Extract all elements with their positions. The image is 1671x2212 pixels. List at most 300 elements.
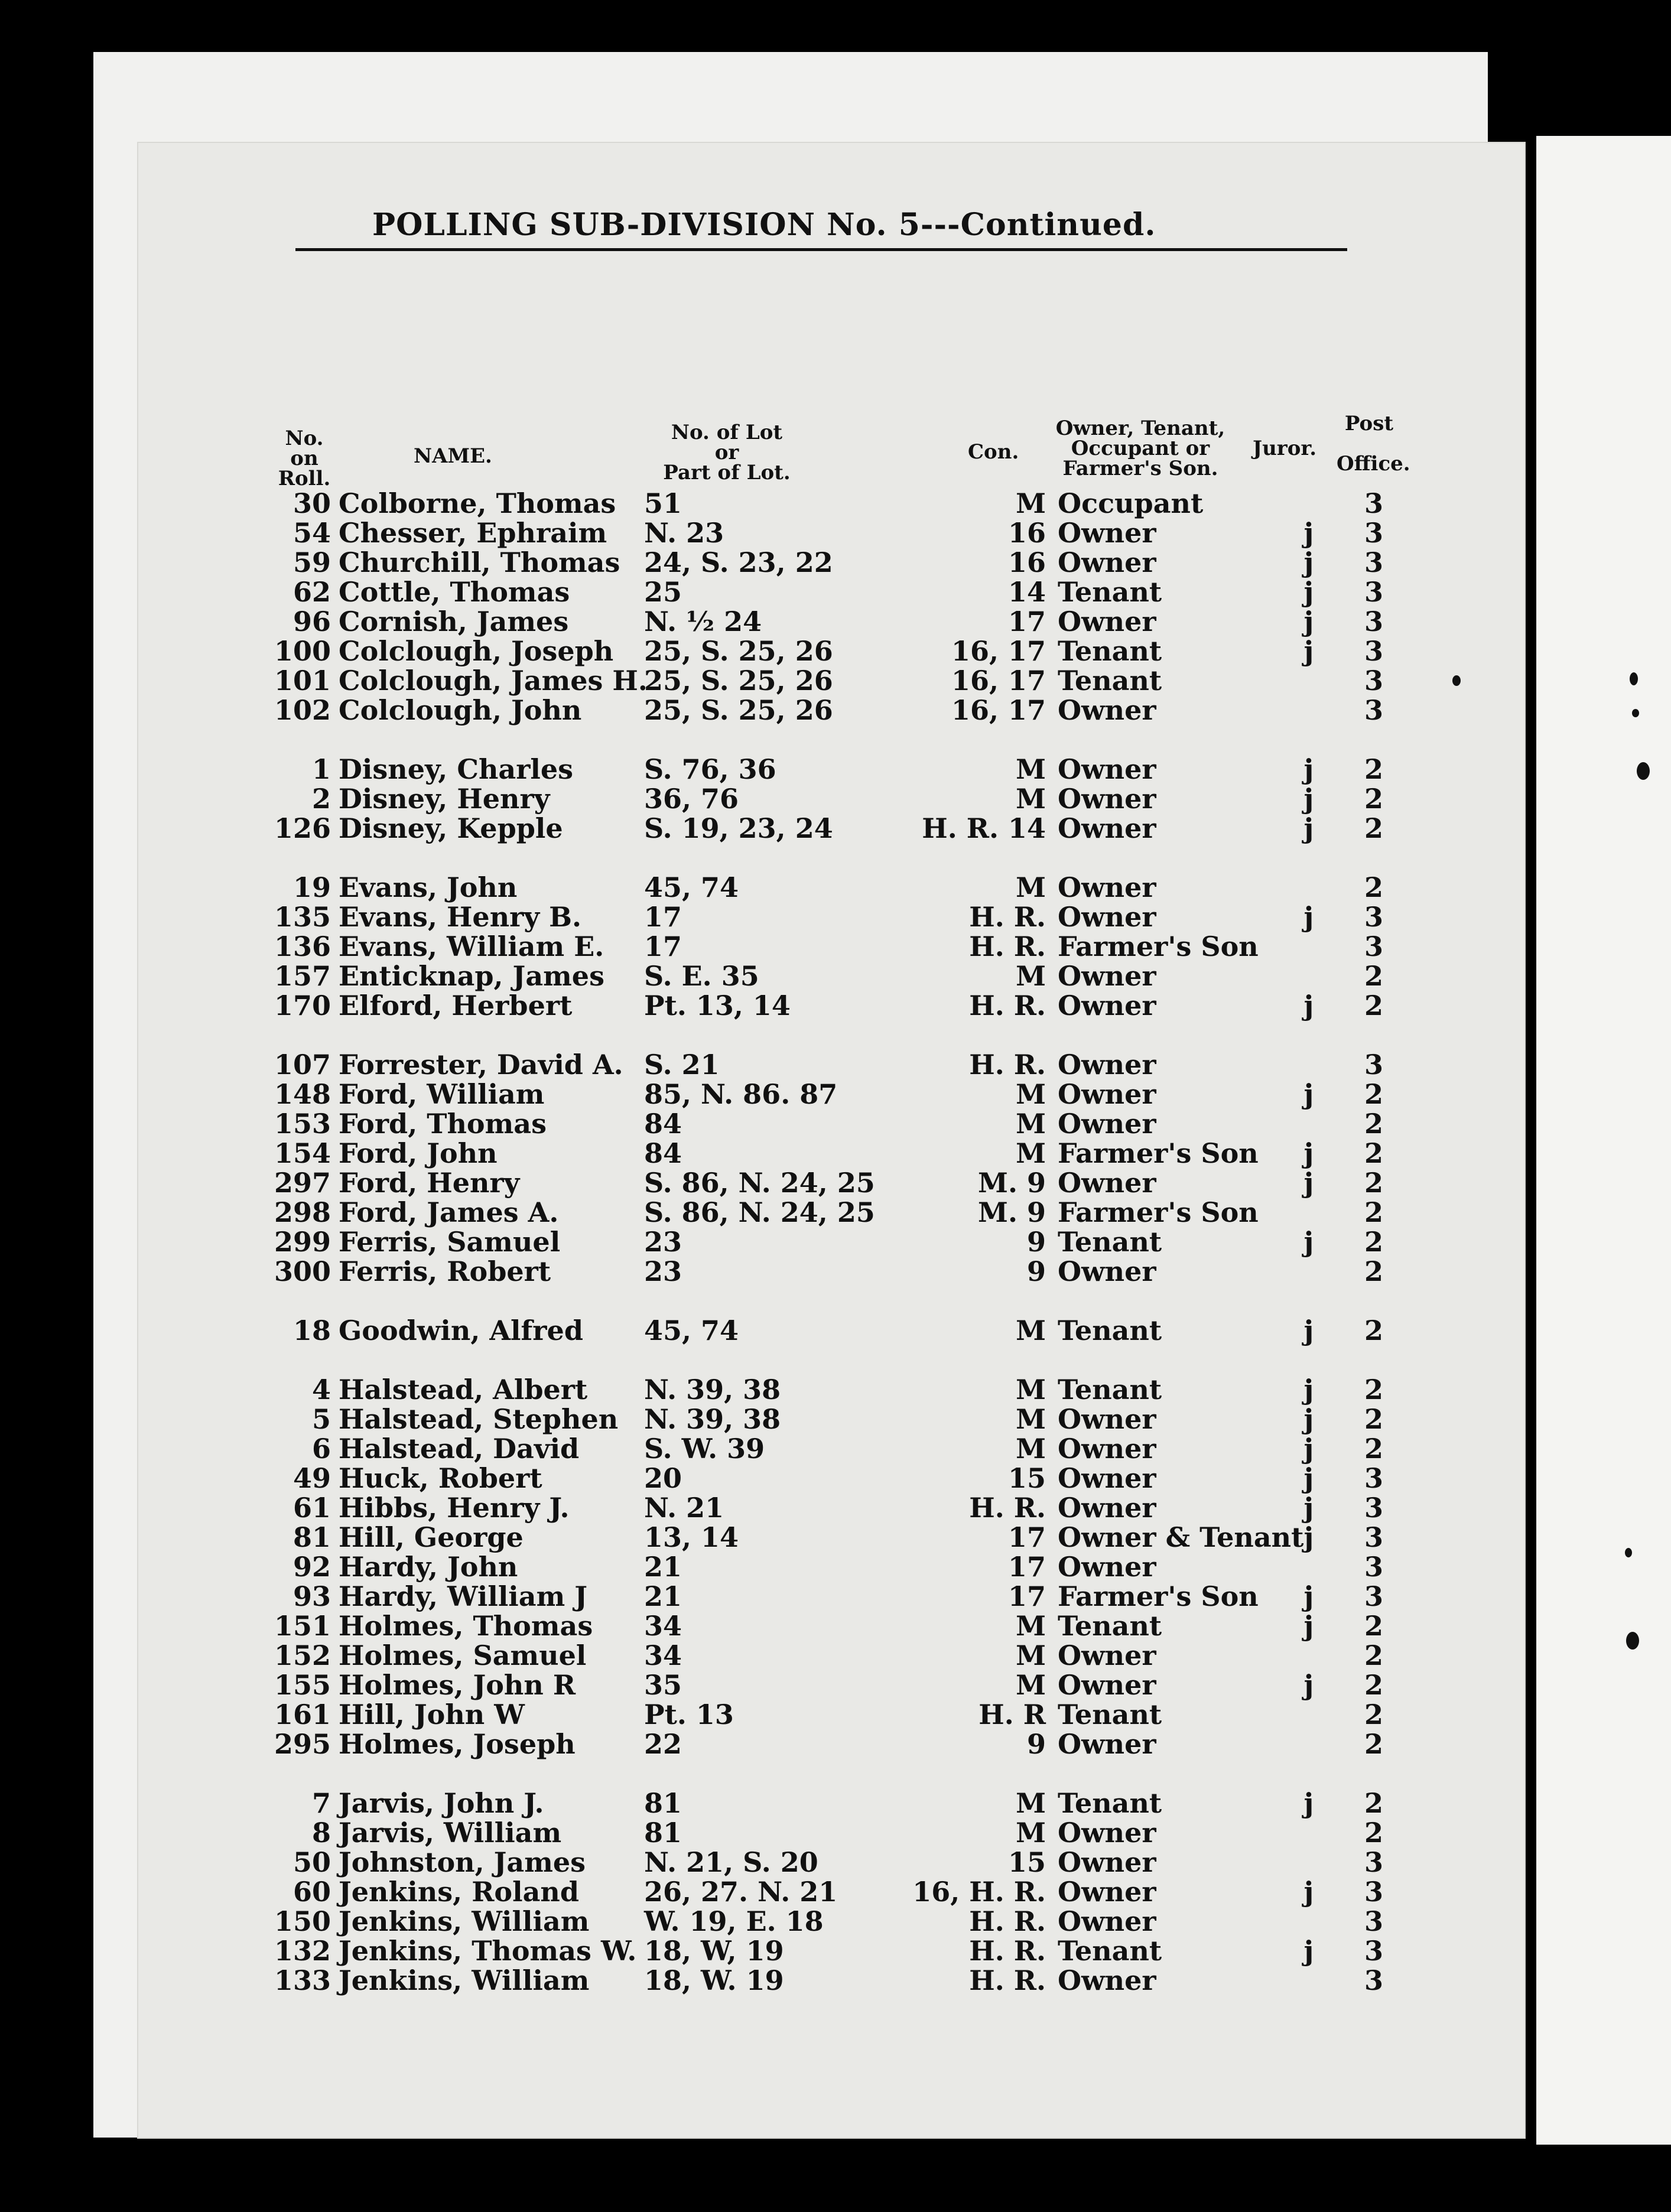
roll-number: 299 — [274, 1226, 331, 1258]
concession: 16 — [1007, 517, 1046, 549]
title-rule — [295, 248, 1347, 251]
lot-number: W. 19, E. 18 — [644, 1905, 824, 1937]
juror-mark: j — [1303, 1433, 1314, 1465]
lot-number: N. 39, 38 — [644, 1374, 781, 1406]
roll-number: 148 — [274, 1078, 331, 1110]
post-office: 3 — [1364, 1846, 1383, 1878]
tenure-status: Owner — [1058, 1728, 1156, 1760]
voter-name: Holmes, Thomas — [339, 1610, 593, 1642]
concession: 17 — [1007, 1551, 1046, 1583]
concession: M — [1016, 487, 1046, 519]
concession: H. R. — [969, 1964, 1046, 1996]
post-office: 2 — [1364, 1403, 1383, 1435]
lot-number: 45, 74 — [644, 871, 739, 903]
roll-number: 297 — [274, 1167, 331, 1199]
voter-name: Jenkins, William — [339, 1905, 590, 1937]
post-office: 2 — [1364, 812, 1383, 844]
table-row — [0, 1374, 1671, 1406]
concession: 17 — [1007, 606, 1046, 637]
tenure-status: Owner — [1058, 1905, 1156, 1937]
roll-number: 6 — [311, 1433, 331, 1465]
lot-number: 17 — [644, 931, 682, 962]
table-row — [0, 1196, 1671, 1226]
concession: H. R. — [969, 901, 1046, 933]
juror-mark: j — [1303, 1669, 1314, 1701]
lot-number: Pt. 13, 14 — [644, 990, 791, 1022]
post-office: 3 — [1364, 606, 1383, 637]
roll-number: 49 — [292, 1462, 331, 1494]
post-office: 3 — [1364, 576, 1383, 608]
voter-name: Disney, Henry — [339, 783, 550, 815]
roll-number: 62 — [292, 576, 331, 608]
table-row — [0, 871, 1671, 901]
roll-number: 1 — [311, 753, 331, 785]
tenure-status: Tenant — [1058, 1315, 1162, 1346]
concession: M — [1016, 1108, 1046, 1140]
table-row — [0, 1817, 1671, 1849]
table-row — [0, 1580, 1671, 1610]
roll-number: 157 — [274, 960, 331, 992]
voter-name: Churchill, Thomas — [339, 547, 620, 578]
juror-mark: j — [1303, 753, 1314, 785]
table-row — [0, 1640, 1671, 1669]
table-row — [0, 487, 1671, 517]
table-row — [0, 635, 1671, 665]
table-row — [0, 1964, 1671, 1994]
voter-name: Jarvis, John J. — [339, 1787, 544, 1819]
voter-name: Evans, William E. — [339, 931, 604, 962]
lot-number: 25 — [644, 576, 682, 608]
concession: H. R. — [969, 1049, 1046, 1081]
lot-number: 34 — [644, 1640, 682, 1671]
post-office: 3 — [1364, 694, 1383, 726]
post-office: 2 — [1364, 1196, 1383, 1228]
tenure-status: Owner — [1058, 1049, 1156, 1081]
tenure-status: Owner — [1058, 1492, 1156, 1524]
tenure-status: Owner — [1058, 1817, 1156, 1849]
voter-name: Jenkins, William — [339, 1964, 590, 1996]
concession: 16, H. R. — [912, 1876, 1046, 1908]
voter-name: Disney, Charles — [339, 753, 574, 785]
table-row — [0, 1669, 1671, 1699]
roll-number: 30 — [292, 487, 331, 519]
tenure-status: Owner — [1058, 1846, 1156, 1878]
roll-number: 7 — [311, 1787, 331, 1819]
juror-mark: j — [1303, 1167, 1314, 1199]
lot-number: 18, W, 19 — [644, 1935, 784, 1967]
tenure-status: Owner — [1058, 1876, 1156, 1908]
concession: H. R. — [969, 931, 1046, 962]
juror-mark: j — [1303, 990, 1314, 1022]
lot-number: 23 — [644, 1226, 682, 1258]
roll-number: 126 — [274, 812, 331, 844]
tenure-status: Occupant — [1058, 487, 1204, 519]
concession: M. 9 — [978, 1196, 1046, 1228]
juror-mark: j — [1303, 517, 1314, 549]
post-office: 3 — [1364, 901, 1383, 933]
post-office: 3 — [1364, 1492, 1383, 1524]
table-row — [0, 990, 1671, 1022]
lot-number: 23 — [644, 1255, 682, 1287]
lot-number: 84 — [644, 1108, 682, 1140]
concession: M — [1016, 871, 1046, 903]
lot-number: 25, S. 25, 26 — [644, 665, 833, 697]
post-office: 2 — [1364, 1433, 1383, 1465]
post-office: 2 — [1364, 1108, 1383, 1140]
lot-number: 85, N. 86. 87 — [644, 1078, 838, 1110]
lot-number: S. 86, N. 24, 25 — [644, 1196, 875, 1228]
lot-number: N. 21, S. 20 — [644, 1846, 818, 1878]
tenure-status: Owner — [1058, 1078, 1156, 1110]
table-row — [0, 1610, 1671, 1640]
lot-number: Pt. 13 — [644, 1699, 734, 1730]
lot-number: 20 — [644, 1462, 682, 1494]
lot-number: 26, 27. N. 21 — [644, 1876, 838, 1908]
voter-name: Cornish, James — [339, 606, 569, 637]
table-row — [0, 517, 1671, 547]
lot-number: S. 76, 36 — [644, 753, 776, 785]
roll-number: 5 — [311, 1403, 331, 1435]
voter-name: Elford, Herbert — [339, 990, 573, 1022]
roll-number: 2 — [311, 783, 331, 815]
roll-number: 151 — [274, 1610, 331, 1642]
roll-number: 152 — [274, 1640, 331, 1671]
table-row — [0, 576, 1671, 606]
juror-mark: j — [1303, 1492, 1314, 1524]
table-row — [0, 1492, 1671, 1524]
concession: M — [1016, 960, 1046, 992]
voter-name: Hibbs, Henry J. — [339, 1492, 570, 1524]
tenure-status: Farmer's Son — [1058, 1580, 1259, 1612]
lot-number: S. 21 — [644, 1049, 720, 1081]
voter-name: Enticknap, James — [339, 960, 604, 992]
table-row — [0, 812, 1671, 842]
voter-name: Hill, George — [339, 1521, 524, 1553]
lot-number: 35 — [644, 1669, 682, 1701]
juror-mark: j — [1303, 1403, 1314, 1435]
concession: 9 — [1026, 1728, 1046, 1760]
roll-number: 300 — [274, 1255, 331, 1287]
lot-number: N. 23 — [644, 517, 724, 549]
post-office: 2 — [1364, 1315, 1383, 1346]
voter-name: Johnston, James — [339, 1846, 586, 1878]
roll-number: 54 — [292, 517, 331, 549]
tenure-status: Owner — [1058, 694, 1156, 726]
lot-number: 17 — [644, 901, 682, 933]
concession: M — [1016, 1669, 1046, 1701]
lot-number: 25, S. 25, 26 — [644, 694, 833, 726]
roll-number: 170 — [274, 990, 331, 1022]
table-row — [0, 1699, 1671, 1728]
tenure-status: Owner — [1058, 1551, 1156, 1583]
tenure-status: Owner — [1058, 1640, 1156, 1671]
concession: M — [1016, 783, 1046, 815]
tenure-status: Farmer's Son — [1058, 931, 1259, 962]
voter-name: Forrester, David A. — [339, 1049, 623, 1081]
roll-number: 100 — [274, 635, 331, 667]
header-con: Con. — [968, 440, 1019, 464]
tenure-status: Owner — [1058, 517, 1156, 549]
lot-number: 18, W. 19 — [644, 1964, 784, 1996]
post-office: 2 — [1364, 1255, 1383, 1287]
concession: H. R. — [969, 990, 1046, 1022]
lot-number: 25, S. 25, 26 — [644, 635, 833, 667]
concession: 17 — [1007, 1521, 1046, 1553]
roll-number: 81 — [292, 1521, 331, 1553]
concession: 9 — [1026, 1255, 1046, 1287]
post-office: 2 — [1364, 1787, 1383, 1819]
juror-mark: j — [1303, 1610, 1314, 1642]
tenure-status: Owner — [1058, 1433, 1156, 1465]
table-row — [0, 694, 1671, 724]
concession: M — [1016, 1433, 1046, 1465]
post-office: 3 — [1364, 1521, 1383, 1553]
header-post: Post Office. — [1337, 412, 1410, 476]
tenure-status: Tenant — [1058, 1935, 1162, 1967]
post-office: 3 — [1364, 1551, 1383, 1583]
post-office: 3 — [1364, 517, 1383, 549]
roll-number: 50 — [292, 1846, 331, 1878]
juror-mark: j — [1303, 901, 1314, 933]
roll-number: 133 — [274, 1964, 331, 1996]
roll-number: 93 — [292, 1580, 331, 1612]
header-status: Owner, Tenant, Occupant or Farmer's Son. — [1055, 417, 1225, 480]
voter-name: Holmes, Samuel — [339, 1640, 587, 1671]
roll-number: 107 — [274, 1049, 331, 1081]
concession: M — [1016, 1787, 1046, 1819]
post-office: 2 — [1364, 1699, 1383, 1730]
juror-mark: j — [1303, 635, 1314, 667]
lot-number: 13, 14 — [644, 1521, 739, 1553]
post-office: 2 — [1364, 1610, 1383, 1642]
voter-name: Ferris, Samuel — [339, 1226, 561, 1258]
roll-number: 135 — [274, 901, 331, 933]
voter-name: Ford, William — [339, 1078, 545, 1110]
tenure-status: Owner — [1058, 960, 1156, 992]
post-office: 3 — [1364, 1964, 1383, 1996]
roll-number: 92 — [292, 1551, 331, 1583]
post-office: 2 — [1364, 1226, 1383, 1258]
post-office: 3 — [1364, 635, 1383, 667]
concession: H. R — [978, 1699, 1046, 1730]
voter-name: Hardy, John — [339, 1551, 518, 1583]
table-row — [0, 960, 1671, 990]
roll-number: 132 — [274, 1935, 331, 1967]
post-office: 2 — [1364, 1817, 1383, 1849]
post-office: 3 — [1364, 1462, 1383, 1494]
roll-number: 102 — [274, 694, 331, 726]
tenure-status: Owner — [1058, 606, 1156, 637]
header-no: No. on Roll. — [278, 427, 331, 490]
roll-number: 96 — [292, 606, 331, 637]
tenure-status: Farmer's Son — [1058, 1196, 1259, 1228]
table-row — [0, 606, 1671, 635]
tenure-status: Tenant — [1058, 635, 1162, 667]
roll-number: 18 — [292, 1315, 331, 1346]
concession: 15 — [1007, 1846, 1046, 1878]
concession: 9 — [1026, 1226, 1046, 1258]
voter-name: Holmes, John R — [339, 1669, 576, 1701]
roll-number: 298 — [274, 1196, 331, 1228]
post-office: 3 — [1364, 1580, 1383, 1612]
post-office: 2 — [1364, 1078, 1383, 1110]
voter-name: Chesser, Ephraim — [339, 517, 607, 549]
tenure-status: Tenant — [1058, 1226, 1162, 1258]
concession: 14 — [1007, 576, 1046, 608]
tenure-status: Tenant — [1058, 665, 1162, 697]
roll-number: 295 — [274, 1728, 331, 1760]
voter-name: Cottle, Thomas — [339, 576, 570, 608]
voter-name: Disney, Kepple — [339, 812, 563, 844]
juror-mark: j — [1303, 1787, 1314, 1819]
post-office: 3 — [1364, 931, 1383, 962]
header-name: NAME. — [414, 444, 492, 468]
voter-name: Jenkins, Roland — [339, 1876, 579, 1908]
juror-mark: j — [1303, 1935, 1314, 1967]
voter-name: Halstead, Albert — [339, 1374, 588, 1406]
post-office: 3 — [1364, 1876, 1383, 1908]
lot-number: 81 — [644, 1787, 682, 1819]
post-office: 3 — [1364, 547, 1383, 578]
tenure-status: Owner — [1058, 783, 1156, 815]
lot-number: N. 21 — [644, 1492, 724, 1524]
roll-number: 19 — [292, 871, 331, 903]
table-row — [0, 1462, 1671, 1492]
table-row — [0, 1787, 1671, 1817]
table-row — [0, 1078, 1671, 1108]
post-office: 2 — [1364, 753, 1383, 785]
juror-mark: j — [1303, 1580, 1314, 1612]
table-row — [0, 1226, 1671, 1258]
tenure-status: Owner & Tenant — [1058, 1521, 1304, 1553]
juror-mark: j — [1303, 1462, 1314, 1494]
juror-mark: j — [1303, 783, 1314, 815]
table-row — [0, 1255, 1671, 1285]
lot-number: S. 19, 23, 24 — [644, 812, 833, 844]
tenure-status: Owner — [1058, 1462, 1156, 1494]
concession: 16, 17 — [951, 665, 1046, 697]
voter-name: Ford, James A. — [339, 1196, 559, 1228]
juror-mark: j — [1303, 606, 1314, 637]
lot-number: 51 — [644, 487, 682, 519]
roll-number: 101 — [274, 665, 331, 697]
juror-mark: j — [1303, 1374, 1314, 1406]
tenure-status: Owner — [1058, 990, 1156, 1022]
juror-mark: j — [1303, 547, 1314, 578]
table-row — [0, 753, 1671, 783]
roll-number: 154 — [274, 1137, 331, 1169]
roll-number: 150 — [274, 1905, 331, 1937]
lot-number: 22 — [644, 1728, 682, 1760]
lot-number: 34 — [644, 1610, 682, 1642]
voter-name: Colclough, John — [339, 694, 582, 726]
table-row — [0, 1049, 1671, 1081]
tenure-status: Owner — [1058, 1964, 1156, 1996]
lot-number: 36, 76 — [644, 783, 739, 815]
tenure-status: Owner — [1058, 1167, 1156, 1199]
lot-number: 24, S. 23, 22 — [644, 547, 833, 578]
roll-number: 153 — [274, 1108, 331, 1140]
voter-name: Halstead, David — [339, 1433, 580, 1465]
table-row — [0, 1846, 1671, 1876]
page-title: POLLING SUB-DIVISION No. 5---Continued. — [372, 207, 1156, 243]
lot-number: 21 — [644, 1551, 682, 1583]
juror-mark: j — [1303, 1226, 1314, 1258]
lot-number: 45, 74 — [644, 1315, 739, 1346]
concession: 16, 17 — [951, 635, 1046, 667]
voter-name: Goodwin, Alfred — [339, 1315, 583, 1346]
roll-number: 161 — [274, 1699, 331, 1730]
concession: H. R. — [969, 1935, 1046, 1967]
header-lot: No. of Lot or Part of Lot. — [663, 421, 791, 484]
concession: M — [1016, 1315, 1046, 1346]
post-office: 2 — [1364, 1137, 1383, 1169]
juror-mark: j — [1303, 1521, 1314, 1553]
concession: M — [1016, 1610, 1046, 1642]
table-row — [0, 783, 1671, 815]
concession: M — [1016, 753, 1046, 785]
concession: H. R. — [969, 1905, 1046, 1937]
concession: H. R. — [969, 1492, 1046, 1524]
concession: M. 9 — [978, 1167, 1046, 1199]
concession: M — [1016, 1403, 1046, 1435]
tenure-status: Tenant — [1058, 576, 1162, 608]
tenure-status: Owner — [1058, 1669, 1156, 1701]
voter-name: Colclough, James H. — [339, 665, 648, 697]
juror-mark: j — [1303, 812, 1314, 844]
tenure-status: Tenant — [1058, 1787, 1162, 1819]
tenure-status: Owner — [1058, 901, 1156, 933]
tenure-status: Owner — [1058, 1403, 1156, 1435]
tenure-status: Farmer's Son — [1058, 1137, 1259, 1169]
table-row — [0, 1108, 1671, 1140]
roll-number: 4 — [311, 1374, 331, 1406]
voter-name: Evans, Henry B. — [339, 901, 582, 933]
concession: 15 — [1007, 1462, 1046, 1494]
post-office: 2 — [1364, 1167, 1383, 1199]
concession: 17 — [1007, 1580, 1046, 1612]
lot-number: N. 39, 38 — [644, 1403, 781, 1435]
post-office: 2 — [1364, 1728, 1383, 1760]
tenure-status: Tenant — [1058, 1610, 1162, 1642]
voter-name: Colclough, Joseph — [339, 635, 614, 667]
lot-number: S. E. 35 — [644, 960, 759, 992]
juror-mark: j — [1303, 1078, 1314, 1110]
table-row — [0, 1403, 1671, 1433]
table-row — [0, 1521, 1671, 1551]
post-office: 3 — [1364, 1905, 1383, 1937]
concession: M — [1016, 1078, 1046, 1110]
table-row — [0, 665, 1671, 697]
post-office: 3 — [1364, 487, 1383, 519]
table-row — [0, 1876, 1671, 1908]
tenure-status: Tenant — [1058, 1699, 1162, 1730]
tenure-status: Owner — [1058, 812, 1156, 844]
roll-number: 59 — [292, 547, 331, 578]
concession: M — [1016, 1137, 1046, 1169]
voter-name: Ferris, Robert — [339, 1255, 551, 1287]
voter-name: Halstead, Stephen — [339, 1403, 619, 1435]
table-row — [0, 547, 1671, 576]
juror-mark: j — [1303, 1137, 1314, 1169]
post-office: 3 — [1364, 1935, 1383, 1967]
post-office: 2 — [1364, 783, 1383, 815]
tenure-status: Owner — [1058, 753, 1156, 785]
juror-mark: j — [1303, 1876, 1314, 1908]
lot-number: S. 86, N. 24, 25 — [644, 1167, 875, 1199]
tenure-status: Owner — [1058, 871, 1156, 903]
concession: 16, 17 — [951, 694, 1046, 726]
